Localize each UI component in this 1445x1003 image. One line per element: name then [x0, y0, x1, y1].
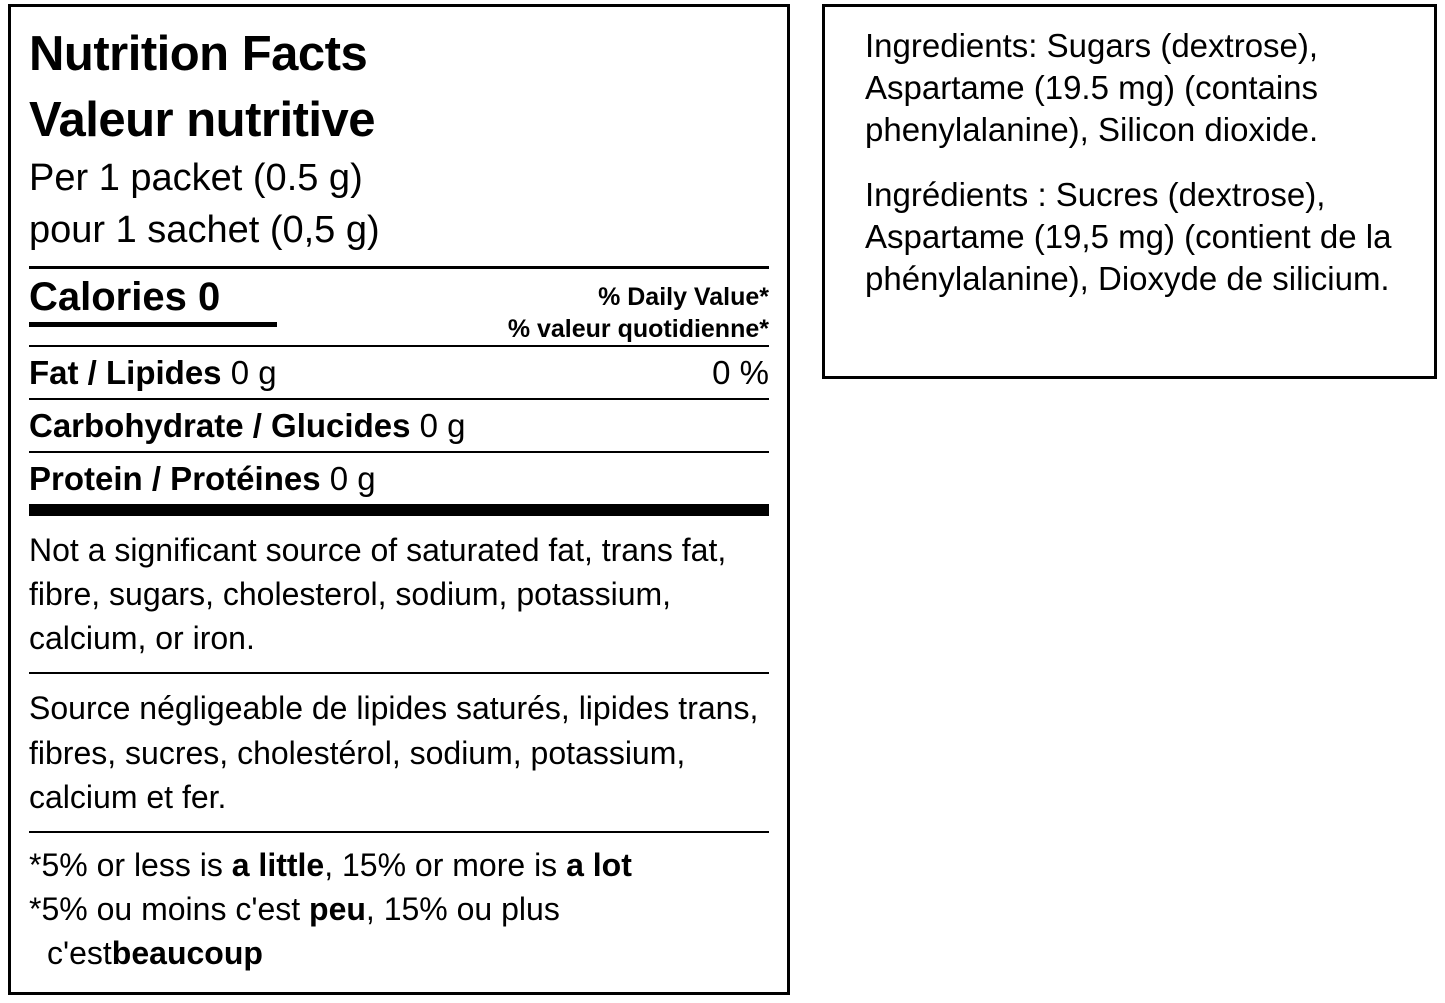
- panel-title-fr: Valeur nutritive: [29, 93, 376, 148]
- ingredients-text-fr: Ingrédients : Sucres (dextrose), Aspartame (19,5 mg) (contient de la phénylalanine), Dioxyde de silicium.: [865, 175, 1392, 298]
- footnote-fr-bold-peu: peu: [309, 890, 366, 927]
- nutrient-percent: 0 %: [712, 353, 769, 391]
- panel-title-en: Nutrition Facts: [29, 27, 368, 81]
- nutrition-facts-panel: [8, 4, 790, 995]
- serving-size-en: Per 1 packet (0.5 g): [29, 157, 363, 200]
- nutrient-row-protein: [29, 453, 769, 504]
- serving-size-fr: pour 1 sachet (0,5 g): [29, 208, 380, 251]
- ingredients-text-en: Ingredients: Sugars (dextrose), Aspartame (19.5 mg) (contains phenylalanine), Silicon dioxide.: [865, 27, 1319, 149]
- insignificant-source-note-en: Not a significant source of saturated fat, trans fat, fibre, sugars, cholesterol, sodium, potassium, calcium, or iron.: [29, 531, 727, 657]
- footnote-en-prefix: *5% or less is: [29, 846, 232, 883]
- daily-value-fr: % valeur quotidienne*: [507, 314, 769, 343]
- daily-value-footnote: [29, 833, 769, 975]
- footnote-line-en: [29, 843, 769, 887]
- footnote-en-bold-little: a little: [231, 846, 325, 883]
- footnote-fr-bold-beaucoup: beaucoup: [111, 935, 263, 972]
- nutrient-name: Protein / Protéines: [29, 459, 321, 497]
- footnote-fr-prefix: *5% ou moins c'est: [29, 890, 310, 927]
- calories-row: [29, 269, 769, 345]
- calories-label: Calories 0: [29, 274, 221, 319]
- daily-value-heading: [508, 275, 769, 345]
- footnote-en-bold-alot: a lot: [566, 846, 632, 883]
- ingredients-panel: [822, 4, 1437, 379]
- nutrient-name: Carbohydrate / Glucides: [29, 406, 411, 444]
- calories-underline: [29, 322, 277, 327]
- footnote-line-fr-2: [29, 931, 769, 975]
- nutrient-amount: 0 g: [230, 353, 277, 391]
- footnote-line-fr: [29, 887, 769, 931]
- nutrient-amount: 0 g: [329, 459, 376, 497]
- insignificant-source-note-fr: Source négligeable de lipides saturés, lipides trans, fibres, sucres, cholestérol, sodium, potassium, calcium et fer.: [29, 690, 759, 815]
- nutrient-row-fat: [29, 347, 769, 398]
- nutrient-amount: 0 g: [419, 406, 466, 444]
- footnote-en-middle: , 15% or more is: [324, 846, 567, 883]
- divider-thick-below-protein: [29, 504, 769, 516]
- footnote-fr-line2-prefix: c'est: [47, 935, 112, 972]
- nutrient-row-carbohydrate: [29, 400, 769, 451]
- daily-value-en: % Daily Value*: [598, 282, 769, 311]
- nutrient-name: Fat / Lipides: [29, 353, 222, 391]
- footnote-fr-middle: , 15% ou plus: [365, 890, 560, 927]
